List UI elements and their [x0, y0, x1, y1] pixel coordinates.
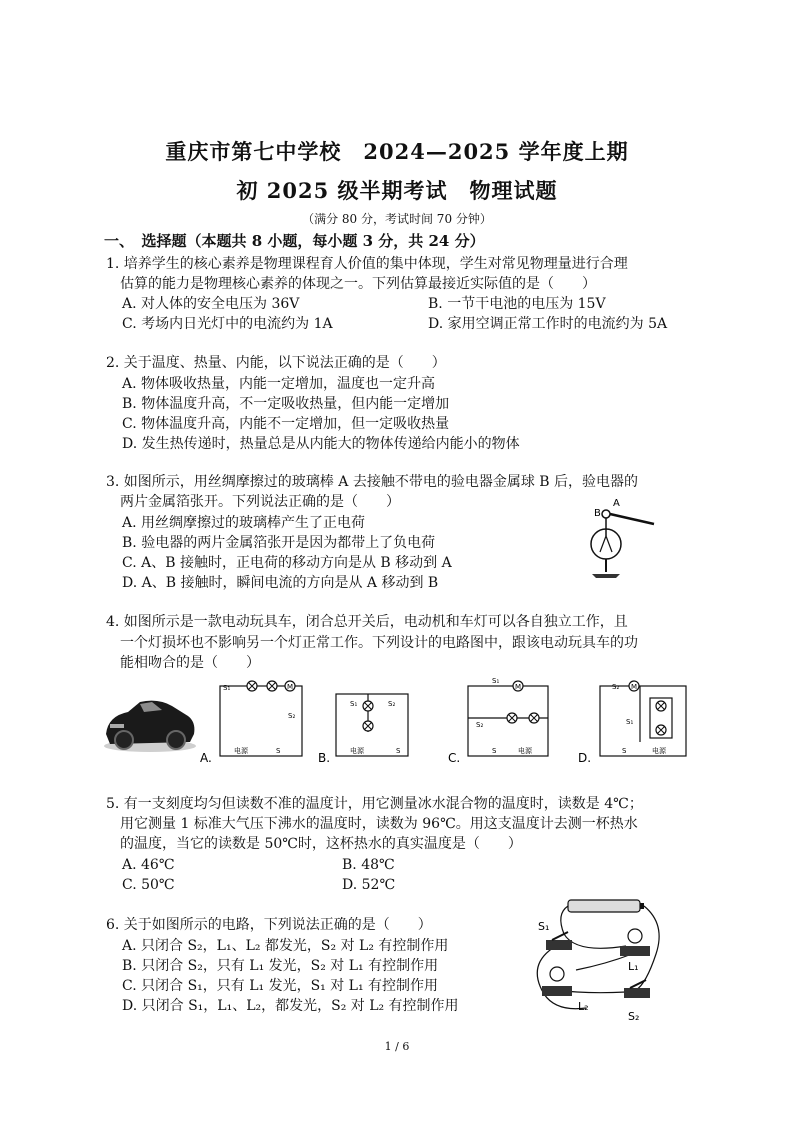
section-heading: 一、 选择题（本题共 8 小题，每小题 3 分，共 24 分） — [104, 232, 485, 250]
circuit-a — [220, 681, 302, 756]
electroscope-figure — [580, 494, 660, 580]
label-l2: L₂ — [578, 1000, 589, 1013]
exam-note: （满分 80 分，考试时间 70 分钟） — [302, 212, 492, 226]
circuit-a-s1-label: S₁ — [223, 684, 231, 692]
label-b: B — [594, 508, 601, 519]
q3-stem-line2: 两片金属箔张开。下列说法正确的是（ ） — [120, 494, 400, 510]
q1-option-c: C. 考场内日光灯中的电流约为 1A — [122, 316, 333, 332]
lamp-l2-base — [542, 986, 572, 996]
circuit-b-source-label: 电源 — [350, 747, 364, 755]
glass-rod — [610, 514, 654, 524]
q2-stem: 2. 关于温度、热量、内能，以下说法正确的是（ ） — [106, 355, 446, 371]
page-number: 1 / 6 — [384, 1040, 410, 1053]
circuit-d-s1-label: S₁ — [626, 718, 634, 726]
label-s2: S₂ — [628, 1010, 640, 1023]
q2-option-a: A. 物体吸收热量，内能一定增加，温度也一定升高 — [122, 376, 436, 392]
q5-option-c: C. 50℃ — [122, 877, 175, 893]
q1-option-b: B. 一节干电池的电压为 15V — [428, 296, 606, 312]
label-s1: S₁ — [538, 920, 550, 933]
circuit-b-switch-label: S — [396, 747, 401, 755]
q1-option-a: A. 对人体的安全电压为 36V — [122, 296, 300, 312]
circuit-c-motor-label: M — [515, 683, 522, 691]
q5-stem-line3: 的温度，当它的读数是 50℃时，这杯热水的真实温度是（ ） — [120, 836, 522, 852]
q1-option-d: D. 家用空调正常工作时的电流约为 5A — [428, 316, 668, 332]
label-l1: L₁ — [628, 960, 639, 973]
circuit-a-option: A. — [200, 751, 212, 765]
q4-stem-line1: 4. 如图所示是一款电动玩具车，闭合总开关后，电动机和车灯可以各自独立工作，且 — [106, 614, 628, 630]
circuit-d-switch-label: S — [622, 747, 627, 755]
circuit-d-s2-label: S₂ — [612, 683, 620, 691]
q1-stem-line2: 估算的能力是物理核心素养的体现之一。下列估算最接近实际值的是（ ） — [120, 276, 596, 292]
q6-option-c: C. 只闭合 S₁，只有 L₁ 发光，S₁ 对 L₁ 有控制作用 — [122, 978, 439, 994]
q3-option-b: B. 验电器的两片金属箔张开是因为都带上了负电荷 — [122, 535, 436, 551]
q4-figures — [100, 672, 700, 772]
circuit-c-switch-label: S — [492, 747, 497, 755]
q5-stem-line1: 5. 有一支刻度均匀但读数不准的温度计，用它测量冰水混合物的温度时，读数是 4℃； — [106, 796, 643, 812]
q3-option-a: A. 用丝绸摩擦过的玻璃棒产生了正电荷 — [122, 515, 366, 531]
label-a: A — [613, 498, 620, 509]
q6-option-d: D. 只闭合 S₁，L₁、L₂，都发光，S₂ 对 L₂ 有控制作用 — [122, 998, 459, 1014]
q5-option-b: B. 48℃ — [342, 857, 395, 873]
circuit-c — [468, 677, 548, 756]
circuit-b — [336, 694, 408, 756]
q5-stem-line2: 用它测量 1 标准大气压下沸水的温度时，读数为 96℃。用这支温度计去测一杯热水 — [120, 816, 638, 832]
q6-option-b: B. 只闭合 S₂，只有 L₁ 发光，S₂ 对 L₁ 有控制作用 — [122, 958, 439, 974]
circuit-c-s2-label: S₂ — [476, 721, 484, 729]
circuit-d-source-label: 电源 — [652, 747, 666, 755]
exam-title-line2: 初 2025 级半期考试 物理试题 — [236, 178, 558, 203]
circuit-a-motor-label: M — [287, 683, 294, 691]
q2-option-d: D. 发生热传递时，热量总是从内能大的物体传递给内能小的物体 — [122, 436, 520, 452]
q4-stem-line3: 能相吻合的是（ ） — [120, 655, 260, 671]
circuit-d — [600, 681, 686, 756]
toy-car-image — [104, 701, 196, 752]
metal-ball — [602, 510, 610, 518]
circuit-d-option: D. — [578, 751, 592, 765]
electroscope-base — [592, 574, 620, 578]
circuit-a-s2-label: S₂ — [288, 712, 296, 720]
q6-stem: 6. 关于如图所示的电路，下列说法正确的是（ ） — [106, 917, 432, 933]
circuit-d-motor-label: M — [631, 683, 638, 691]
circuit-a-switch-label: S — [276, 747, 281, 755]
battery — [568, 900, 640, 912]
exam-title-line1: 重庆市第七中学校 2024—2025 学年度上期 — [165, 139, 629, 164]
switch-s2 — [624, 988, 650, 998]
circuit-b-s2-label: S₂ — [388, 700, 396, 708]
foil-right — [606, 536, 612, 552]
lamp-l2 — [550, 967, 564, 981]
circuit-b-option: B. — [318, 751, 331, 765]
q5-option-a: A. 46℃ — [122, 857, 175, 873]
circuit-c-s1-label: S₁ — [492, 677, 500, 685]
lamp-l1-base — [620, 946, 650, 956]
q1-stem-line1: 1. 培养学生的核心素养是物理课程育人价值的集中体现，学生对常见物理量进行合理 — [106, 256, 628, 272]
q4-stem-line2: 一个灯损坏也不影响另一个灯正常工作。下列设计的电路图中，跟该电动玩具车的功 — [120, 635, 638, 651]
q2-option-b: B. 物体温度升高，不一定吸收热量，但内能一定增加 — [122, 396, 450, 412]
q2-option-c: C. 物体温度升高，内能不一定增加，但一定吸收热量 — [122, 416, 450, 432]
foil-left — [600, 536, 606, 552]
circuit-c-source-label: 电源 — [518, 747, 532, 755]
switch-s1 — [546, 940, 572, 950]
circuit-c-option: C. — [448, 751, 461, 765]
q3-stem-line1: 3. 如图所示，用丝绸摩擦过的玻璃棒 A 去接触不带电的验电器金属球 B 后，验电器的 — [106, 474, 639, 490]
q6-option-a: A. 只闭合 S₂，L₁、L₂ 都发光，S₂ 对 L₂ 有控制作用 — [122, 938, 449, 954]
circuit-a-source-label: 电源 — [234, 747, 248, 755]
q3-option-d: D. A、B 接触时，瞬间电流的方向是从 A 移动到 B — [122, 575, 439, 591]
circuit-b-s1-label: S₁ — [350, 700, 358, 708]
q3-option-c: C. A、B 接触时，正电荷的移动方向是从 B 移动到 A — [122, 555, 452, 571]
q6-circuit-figure — [516, 894, 676, 1026]
q5-option-d: D. 52℃ — [342, 877, 396, 893]
lamp-l1 — [628, 929, 642, 943]
